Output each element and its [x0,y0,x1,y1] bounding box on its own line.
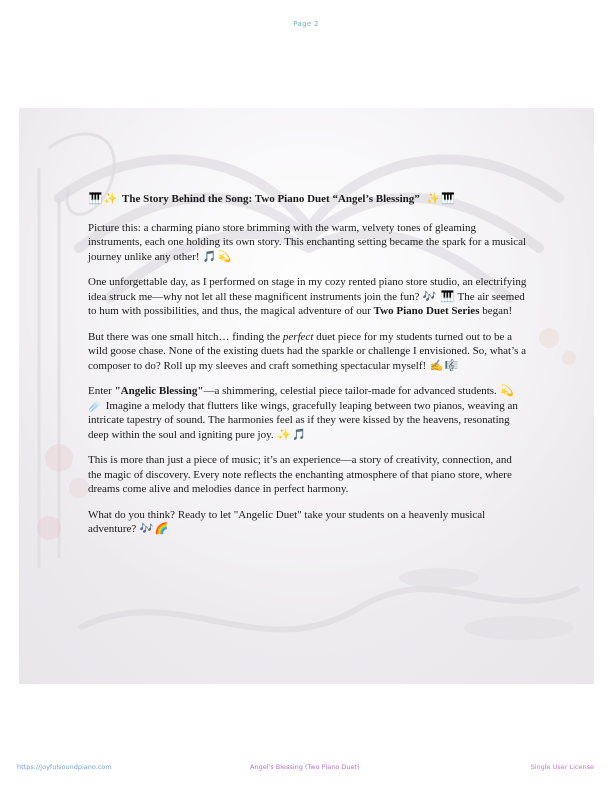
musical-notes-icon: 🎶 [139,522,154,535]
paragraph-4 [88,384,528,442]
paragraph-3-text-b: duet piece for my students turned out to be a wild goose chase. None of the existing duets had the sparkle or challenge I envisioned. So, what’s a composer to do? Roll up my sleeves and craft something spectacular myself! [88,330,527,372]
dizzy-star-icon: 💫 [217,249,232,263]
paragraph-6-text: What do you think? Ready to let "Angelic Duet" take your students on a heavenly musical adventure? [88,508,486,535]
music-note-icon: 🎵 [202,249,217,263]
piano-icon: 🎹 [441,192,456,205]
sparkles-icon: ✨ [277,427,291,441]
writing-hand-icon: ✍️ [429,358,444,372]
paragraph-2-bold: Two Piano Duet Series [373,305,480,317]
story-title [88,192,528,207]
license-label: Single User License [530,763,594,771]
piano-icon: 🎹 [440,289,455,303]
paragraph-2-text-a: One unforgettable day, as I performed on stage in my cozy rented piano store studio, an electrifying idea struck me—why not let all these magnificent instruments join the fun? [88,276,527,303]
page-footer [0,763,612,775]
paragraph-6 [88,508,528,537]
paragraph-1 [88,221,528,265]
paragraph-3 [88,330,528,374]
story-title-text: The Story Behind the Song: Two Piano Duet “Angel’s Blessing” [122,193,420,205]
paragraph-2-text-b: The air seemed to hum with possibilities, and thus, the magical adventure of our [88,290,525,317]
comet-icon: ☄️ [88,398,103,412]
paragraph-4-text-a: Enter [88,385,112,397]
music-note-icon: 🎵 [292,427,306,441]
sparkles-icon: ✨ [426,192,441,205]
paragraph-3-italic: perfect [282,330,314,343]
paragraph-4-text-c: Imagine a melody that flutters like wings, gracefully leaping between two pianos, weaving an intricate tapestry of sound. The harmonies feel as if they were kissed by the heavens, resonating deep within the soul and igniting pure joy. [88,399,518,441]
website-link[interactable]: https://joyfulsoundpiano.com [17,763,112,771]
paragraph-4-bold: "Angelic Blessing" [114,385,204,397]
story-content [88,192,528,548]
sparkles-icon: ✨ [103,192,118,205]
paragraph-5: This is more than just a piece of music; it’s an experience—a story of creativity, connection, and the magic of discovery. Every note reflects the enchanting atmosphere of that piano store, where dreams come alive and melodies dance in perfect harmony. [88,454,512,495]
paragraph-3-text-a: But there was one small hitch… finding the [88,330,281,343]
rainbow-icon: 🌈 [154,522,169,535]
treble-clef-icon: 🎼 [444,358,459,372]
paragraph-4-text-b: —a shimmering, celestial piece tailor-made for advanced students. [203,385,497,397]
piano-icon: 🎹 [88,192,103,205]
dizzy-star-icon: 💫 [500,384,514,397]
paragraph-1-text: Picture this: a charming piano store brimming with the warm, velvety tones of gleaming instruments, each one holding its own story. This enchanting setting became the spark for a musical journey unlike any other! [88,221,527,263]
paragraph-2-text-c: began! [482,305,513,317]
page-number: Page 2 [293,20,319,28]
musical-notes-icon: 🎶 [422,289,437,303]
paragraph-2 [88,275,528,319]
piece-title: Angel's Blessing (Two Piano Duet) [250,763,360,771]
